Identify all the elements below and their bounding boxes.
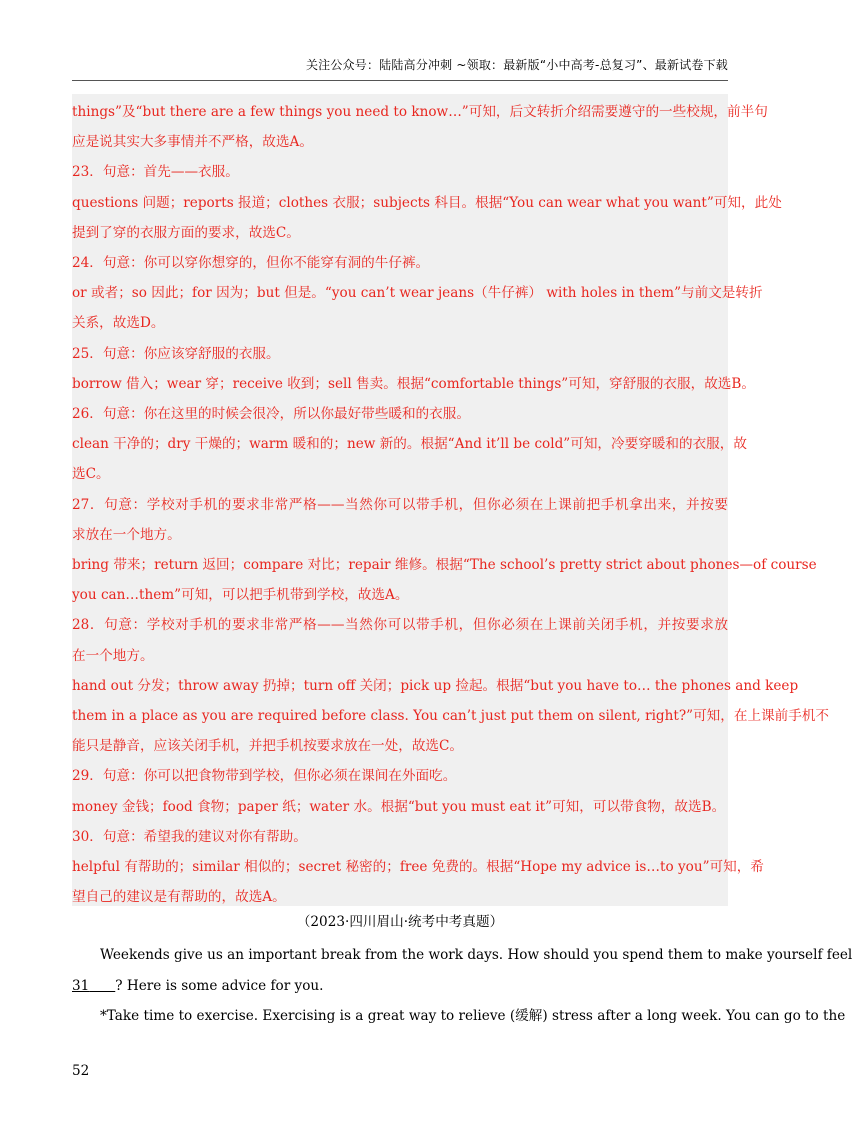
answer-line: 能只是静音，应该关闭手机，并把手机按要求放在一处，故选C。	[72, 738, 464, 755]
answer-line: 24．句意：你可以穿你想穿的，但你不能穿有洞的牛仔裤。	[72, 255, 430, 272]
answer-blank	[72, 978, 115, 994]
answer-line: 在一个地方。	[72, 647, 154, 664]
answer-line: questions 问题；reports 报道；clothes 衣服；subjects 科目。根据“You can wear what you want”可知，此处	[72, 194, 782, 211]
answer-line: 选C。	[72, 466, 110, 483]
answer-line: 23．句意：首先——衣服。	[72, 164, 239, 181]
answer-line: you can…them”可知，可以把手机带到学校，故选A。	[72, 587, 409, 604]
answer-line: 28．句意：学校对手机的要求非常严格——当然你可以带手机，但你必须在上课前关闭手机，并按要求放	[72, 617, 728, 634]
answer-line: 25．句意：你应该穿舒服的衣服。	[72, 345, 280, 362]
answer-line: things”及“but there are a few things you need to know…”可知，后文转折介绍需要遵守的一些校规，前半句	[72, 104, 768, 120]
passage-text: ? Here is some advice for you.	[115, 978, 324, 994]
passage-line	[72, 971, 728, 1001]
answer-line: them in a place as you are required before class. You can’t just put them on silent, right?”可知，在上课前手机不	[72, 708, 830, 725]
answer-line: 27．句意：学校对手机的要求非常严格——当然你可以带手机，但你必须在上课前把手机拿出来，并按要	[72, 496, 728, 513]
answer-line: or 或者；so 因此；for 因为；but 但是。“you can’t wear jeans（牛仔裤） with holes in them”与前文是转折	[72, 285, 763, 302]
page-number: 52	[72, 1063, 90, 1079]
answer-line: borrow 借入；wear 穿；receive 收到；sell 售卖。根据“comfortable things”可知，穿舒服的衣服，故选B。	[72, 375, 755, 392]
answer-line: clean 干净的；dry 干燥的；warm 暖和的；new 新的。根据“And it’ll be cold”可知，冷要穿暖和的衣服，故	[72, 436, 747, 453]
answer-line: 应是说其实大多事情并不严格，故选A。	[72, 134, 313, 151]
question-source: （2023·四川眉山·统考中考真题）	[296, 914, 504, 930]
answer-line: 关系，故选D。	[72, 315, 165, 332]
answer-line: 望自己的建议是有帮助的，故选A。	[72, 889, 286, 906]
answer-line: hand out 分发；throw away 扔掉；turn off 关闭；pick up 捡起。根据“but you have to… the phones and keep	[72, 677, 799, 694]
answer-line: bring 带来；return 返回；compare 对比；repair 维修。根据“The school’s pretty strict about phones—of course	[72, 557, 817, 574]
header-divider	[72, 80, 728, 81]
answer-line: money 金钱；food 食物；paper 纸；water 水。根据“but you must eat it”可知，可以带食物，故选B。	[72, 798, 726, 815]
answer-explanations	[72, 94, 830, 906]
passage-line: *Take time to exercise. Exercising is a great way to relieve (缓解) stress after a long week. You can go to the	[100, 1008, 846, 1024]
answer-line: helpful 有帮助的；similar 相似的；secret 秘密的；free 免费的。根据“Hope my advice is…to you”可知，希	[72, 859, 764, 876]
answer-line: 30．句意：希望我的建议对你有帮助。	[72, 828, 307, 845]
answer-line: 求放在一个地方。	[72, 526, 181, 543]
blank-number: 31	[72, 978, 90, 994]
answer-line: 29．句意：你可以把食物带到学校，但你必须在课间在外面吃。	[72, 768, 457, 785]
page-header: 关注公众号：陆陆高分冲刺 ~领取：最新版“小中高考-总复习”、最新试卷下载	[305, 58, 728, 72]
passage-line: Weekends give us an important break from the work days. How should you spend them to make yourself feel	[100, 947, 852, 963]
answer-line: 26．句意：你在这里的时候会很冷，所以你最好带些暖和的衣服。	[72, 406, 470, 423]
answer-line: 提到了穿的衣服方面的要求，故选C。	[72, 224, 300, 241]
